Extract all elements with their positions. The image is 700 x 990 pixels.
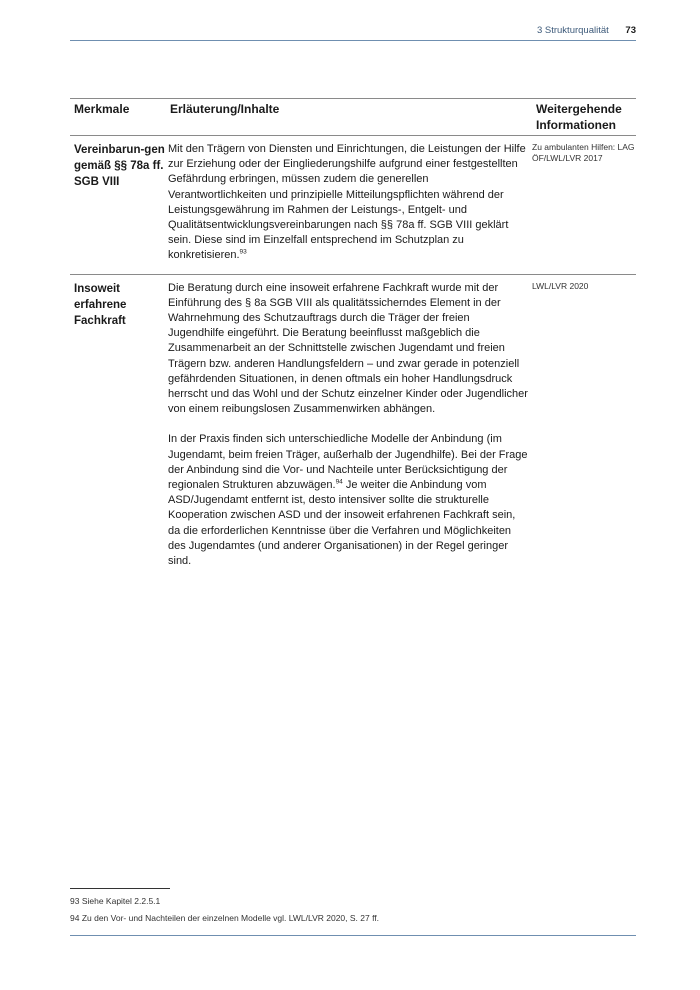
column-header-erlaeuterung: Erläuterung/Inhalte [166,99,532,136]
row-text [166,274,532,569]
paragraph [168,432,528,569]
content-table [70,98,636,569]
row-info: LWL/LVR 2020 [532,280,589,291]
table-row [70,136,636,275]
footnote-ref: 93 [239,248,247,256]
footnote-divider [70,888,170,889]
row-label: Insoweit erfahrene Fachkraft [74,282,127,327]
footnote: 93 Siehe Kapitel 2.2.5.1 [70,896,161,906]
page-footer-rule [70,935,636,936]
section-title: 3 Strukturqualität [536,25,609,36]
table-header-row [70,99,636,136]
row-text-body: Mit den Trägern von Diensten und Einrichtungen, die Leistungen der Hilfe zur Erziehung oder der Eingliederungshilfe aufgrund einer festgestellten Gefährdung erbringen, müssen zudem die generellen Verantwortlichkeiten und prinzipielle Mitteilungspflichten während der Leistungsgewährung im Rahmen der Leistungs-, Entgelt- und Qualitätsentwicklungsvereinbarungen nach §§ 78a ff. SGB VIII geklärt sein. Diese sind im Einzelfall entsprechend im Schutzplan zu konkretisieren. [168,143,526,262]
paragraph: Die Beratung durch eine insoweit erfahrene Fachkraft wurde mit der Einführung des § 8a SGB VIII als qualitätssicherndes Element in der Wahrnehmung des Schutzauftrags durch die Träger der freien Jugendhilfe eingeführt. Die Beratung beeinflusst maßgeblich die Zusammenarbeit an der Schnittstelle zwischen Jugendamt und freien Trägern bzw. anderen Handlungsfeldern – und zwar gerade in potenziell gefährdenden Situationen, in denen oftmals ein hoher Handlungsdruck herrscht und das Wohl und der Schutz einzelner Kinder oder Jugendlicher von einem reibungslosen Zusammenwirken abhängen. [168,281,528,416]
footnote: 94 Zu den Vor- und Nachteilen der einzelnen Modelle vgl. LWL/LVR 2020, S. 27 ff. [70,913,380,923]
row-info: Zu ambulanten Hilfen: LAG ÖF/LWL/LVR 2017 [532,136,636,275]
page-number: 73 [625,25,636,36]
page-header [70,22,636,41]
row-label: Vereinbarun-gen gemäß §§ 78a ff. SGB VIII [70,136,166,275]
paragraph-part: In der Praxis finden sich unterschiedliche Modelle der Anbindung (im Jugendamt, beim freien Träger, außerhalb der Jugendhilfe). Bei der Frage der Anbindung sind die Vor- und Nachteile unter Berücksichtigung der regionalen Strukturen abzuwägen. [168,433,528,492]
paragraph-part: Je weiter die Anbindung vom ASD/Jugendamt entfernt ist, desto intensiver sollte die strukturelle Kooperation zwischen ASD und der insoweit erfahrenen Fachkraft sein, da die erforderlichen Kenntnisse über die Verfahren und Möglichkeiten des Jugendamtes (und anderer Organisationen) in der Regel geringer sind. [168,479,516,568]
row-text [166,136,532,275]
table-row [70,274,636,569]
column-header-weitergehende-informationen: Weitergehende Informationen [532,99,636,136]
column-header-merkmale: Merkmale [70,99,166,136]
footnote-ref: 94 [335,478,343,486]
